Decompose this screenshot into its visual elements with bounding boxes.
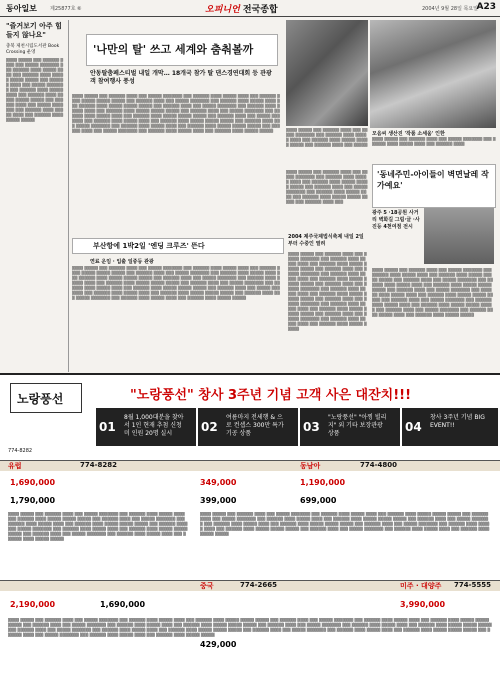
region-phone-americas: 774-5555	[454, 581, 491, 589]
section-title: 오피니언 전국종합	[205, 5, 278, 15]
middle-column-body: ▒▒▒▒ ▒▒▒▒▒ ▒▒▒ ▒▒▒▒▒▒ ▒▒▒▒ ▒▒▒ ▒▒▒▒▒ ▒▒▒▒▒▒▒ ▒▒▒ ▒▒▒▒▒▒ ▒▒▒▒ ▒▒▒▒▒ ▒▒▒▒ ▒▒▒ ▒▒▒▒▒▒ ▒▒▒▒ ▒▒▒▒▒ ▒▒▒▒▒ ▒▒▒▒▒ ▒▒▒ ▒▒▒▒▒▒ ▒▒▒▒ ▒▒▒ ▒▒▒▒▒ ▒▒▒▒▒▒▒ ▒▒▒ ▒▒▒▒▒▒ ▒▒▒▒ ▒▒▒▒▒ ▒▒▒▒ ▒▒▒ ▒▒▒▒▒▒ ▒▒▒▒ ▒▒▒▒▒ ▒▒▒▒▒ ▒▒▒▒▒ ▒▒▒ ▒▒▒▒▒▒ ▒▒▒▒ ▒▒▒	[286, 170, 368, 204]
sidebar-caption: 충북 제천시립도서관 Book Crossing 운영	[6, 44, 60, 55]
promo-band-2[interactable]: 02 여름마지 전세행 & 으로 컨셉스 300만 특가 기공 상품	[198, 408, 298, 446]
right-headline-box	[372, 164, 496, 208]
article2-body: ▒▒▒▒ ▒▒▒▒▒ ▒▒▒ ▒▒▒▒▒▒ ▒▒▒▒ ▒▒▒ ▒▒▒▒▒ ▒▒▒▒▒▒▒ ▒▒▒ ▒▒▒▒▒▒ ▒▒▒▒ ▒▒▒▒▒ ▒▒▒▒ ▒▒▒ ▒▒▒▒▒▒ ▒▒▒▒ ▒▒▒▒▒ ▒▒▒▒▒ ▒▒▒▒▒ ▒▒▒ ▒▒▒▒▒▒ ▒▒▒▒ ▒▒▒ ▒▒▒▒▒ ▒▒▒▒▒▒▒ ▒▒▒ ▒▒▒▒▒▒ ▒▒▒▒ ▒▒▒▒▒ ▒▒▒▒ ▒▒▒ ▒▒▒▒▒▒ ▒▒▒▒ ▒▒▒▒▒ ▒▒▒▒▒ ▒▒▒▒▒ ▒▒▒ ▒▒▒▒▒▒ ▒▒▒▒ ▒▒▒ ▒▒▒▒▒ ▒▒▒▒▒▒▒ ▒▒▒ ▒▒▒▒▒▒ ▒▒▒▒ ▒▒▒▒▒ ▒▒▒▒ ▒▒▒ ▒▒▒▒▒▒ ▒▒▒▒ ▒▒▒▒▒ ▒▒▒▒▒ ▒▒▒▒▒ ▒▒▒ ▒▒▒▒▒▒ ▒▒▒▒ ▒▒▒ ▒▒▒▒▒ ▒▒▒▒▒▒▒ ▒▒▒ ▒▒▒▒▒▒ ▒▒▒▒ ▒▒▒▒▒ ▒▒▒▒ ▒▒▒ ▒▒▒▒▒▒ ▒▒▒▒ ▒▒▒▒▒ ▒▒▒▒▒ ▒▒▒▒▒ ▒▒▒ ▒▒▒▒▒▒ ▒▒▒▒ ▒▒▒ ▒▒▒▒▒ ▒▒▒▒▒▒▒ ▒▒▒ ▒▒▒▒▒▒ ▒▒▒▒ ▒▒▒▒▒ ▒▒▒▒ ▒▒▒ ▒▒▒▒▒▒ ▒▒▒▒ ▒▒▒▒▒ ▒▒▒▒▒ ▒▒▒▒▒ ▒▒▒ ▒▒▒▒▒▒ ▒▒▒▒ ▒▒▒ ▒▒▒▒▒ ▒▒▒▒▒▒▒ ▒▒▒ ▒▒▒▒▒▒ ▒▒▒▒ ▒▒▒▒▒ ▒▒▒▒ ▒▒▒ ▒▒▒▒▒▒ ▒▒▒▒ ▒▒▒▒▒ ▒▒▒▒▒	[72, 266, 280, 300]
ad-slogan: "노랑풍선" 창사 3주년 기념 고객 사은 대잔치!!!	[130, 388, 412, 403]
article3-headline: 2004 제주국제법식축제 내일 2일부터 수중인 열려	[288, 234, 364, 247]
main-headline: '나만의 탈' 쓰고 세계와 춤춰볼까	[93, 43, 254, 56]
price-8: 1,690,000	[100, 600, 146, 609]
right-subhead: 광주 5 ·18공원 사거리 벽화길 그림·글 ·사진등 4천여점 전시	[372, 210, 420, 230]
region-name-americas: 미주 · 대양주	[400, 582, 442, 590]
page-number: A23	[476, 2, 496, 12]
main-subhead: 안동탈춤페스티벌 내일 개막… 18개국 참가 탈 댄스경연대회 등 관광객 참여행사 풍성	[90, 70, 272, 85]
promo-band-3[interactable]: 03 "노랑풍선" "아찡 빌리지" 외 기타 보장관광 상품	[300, 408, 400, 446]
ad-listings-left: ▒▒▒▒ ▒▒▒▒▒ ▒▒▒ ▒▒▒▒▒▒ ▒▒▒▒ ▒▒▒ ▒▒▒▒▒ ▒▒▒▒▒▒▒ ▒▒▒ ▒▒▒▒▒▒ ▒▒▒▒ ▒▒▒▒▒ ▒▒▒▒ ▒▒▒ ▒▒▒▒▒▒ ▒▒▒▒ ▒▒▒▒▒ ▒▒▒▒▒ ▒▒▒▒▒ ▒▒▒ ▒▒▒▒▒▒ ▒▒▒▒ ▒▒▒ ▒▒▒▒▒ ▒▒▒▒▒▒▒ ▒▒▒ ▒▒▒▒▒▒ ▒▒▒▒ ▒▒▒▒▒ ▒▒▒▒ ▒▒▒ ▒▒▒▒▒▒ ▒▒▒▒ ▒▒▒▒▒ ▒▒▒▒▒ ▒▒▒▒▒ ▒▒▒ ▒▒▒▒▒▒ ▒▒▒▒ ▒▒▒ ▒▒▒▒▒ ▒▒▒▒▒▒▒ ▒▒▒ ▒▒▒▒▒▒ ▒▒▒▒ ▒▒▒▒▒ ▒▒▒▒ ▒▒▒ ▒▒▒▒▒▒ ▒▒▒▒ ▒▒▒▒▒ ▒▒▒▒▒ ▒▒▒▒▒ ▒▒▒ ▒▒▒▒▒▒ ▒▒▒▒ ▒▒▒ ▒▒▒▒▒ ▒▒▒▒▒▒▒ ▒▒▒ ▒▒▒▒▒▒ ▒▒▒▒ ▒▒▒▒▒ ▒▒▒▒ ▒▒▒ ▒▒▒▒▒▒ ▒▒▒▒ ▒▒▒▒▒ ▒▒▒▒▒	[8, 512, 188, 541]
article2-subhead: 연료 운임 · 입출 일중등 관광	[90, 259, 154, 265]
region-phone-europe: 774-8282	[80, 461, 117, 469]
photo-caption-body: ▒▒▒▒ ▒▒▒▒▒ ▒▒▒ ▒▒▒▒▒▒ ▒▒▒▒ ▒▒▒ ▒▒▒▒▒ ▒▒▒▒▒▒▒ ▒▒▒ ▒▒▒▒▒▒ ▒▒▒▒ ▒▒▒▒▒ ▒▒▒▒ ▒▒▒ ▒▒▒▒▒▒ ▒▒▒▒	[372, 137, 496, 146]
price-9: 3,990,000	[400, 600, 446, 609]
brand-logo	[10, 383, 82, 413]
sidebar-quote: "즐거보기 아주 힘들지 않나요"	[6, 22, 62, 39]
promo-band-4[interactable]: 04 창사 3주년 기념 BIG EVENT!!	[402, 408, 498, 446]
region-phone-china: 774-2665	[240, 581, 277, 589]
price-5: 1,190,000	[300, 478, 346, 487]
promo-band-1[interactable]: 01 8월 1,000대분을 찾아서 1인 현재 추첨 신청 미 인원 20명 실시	[96, 408, 196, 446]
main-article-body: ▒▒▒▒ ▒▒▒▒▒ ▒▒▒ ▒▒▒▒▒▒ ▒▒▒▒ ▒▒▒ ▒▒▒▒▒ ▒▒▒▒▒▒▒ ▒▒▒ ▒▒▒▒▒▒ ▒▒▒▒ ▒▒▒▒▒ ▒▒▒▒ ▒▒▒ ▒▒▒▒▒▒ ▒▒▒▒ ▒▒▒▒▒ ▒▒▒▒▒ ▒▒▒▒▒ ▒▒▒ ▒▒▒▒▒▒ ▒▒▒▒ ▒▒▒ ▒▒▒▒▒ ▒▒▒▒▒▒▒ ▒▒▒ ▒▒▒▒▒▒ ▒▒▒▒ ▒▒▒▒▒ ▒▒▒▒ ▒▒▒ ▒▒▒▒▒▒ ▒▒▒▒ ▒▒▒▒▒ ▒▒▒▒▒ ▒▒▒▒▒ ▒▒▒ ▒▒▒▒▒▒ ▒▒▒▒ ▒▒▒ ▒▒▒▒▒ ▒▒▒▒▒▒▒ ▒▒▒ ▒▒▒▒▒▒ ▒▒▒▒ ▒▒▒▒▒ ▒▒▒▒ ▒▒▒ ▒▒▒▒▒▒ ▒▒▒▒ ▒▒▒▒▒ ▒▒▒▒▒ ▒▒▒▒▒ ▒▒▒ ▒▒▒▒▒▒ ▒▒▒▒ ▒▒▒ ▒▒▒▒▒ ▒▒▒▒▒▒▒ ▒▒▒ ▒▒▒▒▒▒ ▒▒▒▒ ▒▒▒▒▒ ▒▒▒▒ ▒▒▒ ▒▒▒▒▒▒ ▒▒▒▒ ▒▒▒▒▒ ▒▒▒▒▒ ▒▒▒▒▒ ▒▒▒ ▒▒▒▒▒▒ ▒▒▒▒ ▒▒▒ ▒▒▒▒▒ ▒▒▒▒▒▒▒ ▒▒▒ ▒▒▒▒▒▒ ▒▒▒▒ ▒▒▒▒▒ ▒▒▒▒ ▒▒▒ ▒▒▒▒▒▒ ▒▒▒▒ ▒▒▒▒▒ ▒▒▒▒▒ ▒▒▒▒▒ ▒▒▒ ▒▒▒▒▒▒ ▒▒▒▒ ▒▒▒ ▒▒▒▒▒ ▒▒▒▒▒▒▒ ▒▒▒ ▒▒▒▒▒▒ ▒▒▒▒ ▒▒▒▒▒ ▒▒▒▒ ▒▒▒ ▒▒▒▒▒▒ ▒▒▒▒ ▒▒▒▒▒ ▒▒▒▒▒ ▒▒▒▒▒ ▒▒▒ ▒▒▒▒▒▒ ▒▒▒▒ ▒▒▒ ▒▒▒▒▒ ▒▒▒▒▒▒▒ ▒▒▒ ▒▒▒▒▒▒ ▒▒▒▒ ▒▒▒▒▒ ▒▒▒▒ ▒▒▒ ▒▒▒▒▒▒ ▒▒▒▒ ▒▒▒▒▒ ▒▒▒▒▒	[72, 94, 280, 133]
price-6: 699,000	[300, 496, 337, 505]
photo-caption: 모음씨 생산진 '작품 소세움' 인한	[372, 131, 445, 137]
article2-headline: 부산항에 1박2일 '엔딩 크루즈' 뜬다	[93, 242, 205, 250]
region-phone-asia: 774-4800	[360, 461, 397, 469]
page-header	[0, 0, 500, 17]
festival-photo	[286, 20, 368, 126]
main-headline-box	[86, 34, 278, 66]
right-headline: '동네주민-아이들이 벽면날레 작가예요'	[377, 170, 489, 190]
price-4: 399,000	[200, 496, 237, 505]
sidebar-column	[4, 20, 69, 372]
main-phone: 774-8282	[8, 448, 33, 454]
article3-body: ▒▒▒▒ ▒▒▒▒▒ ▒▒▒ ▒▒▒▒▒▒ ▒▒▒▒ ▒▒▒ ▒▒▒▒▒ ▒▒▒▒▒▒▒ ▒▒▒ ▒▒▒▒▒▒ ▒▒▒▒ ▒▒▒▒▒ ▒▒▒▒ ▒▒▒ ▒▒▒▒▒▒ ▒▒▒▒ ▒▒▒▒▒ ▒▒▒▒▒ ▒▒▒▒▒ ▒▒▒ ▒▒▒▒▒▒ ▒▒▒▒ ▒▒▒ ▒▒▒▒▒ ▒▒▒▒▒▒▒ ▒▒▒ ▒▒▒▒▒▒ ▒▒▒▒ ▒▒▒▒▒ ▒▒▒▒ ▒▒▒ ▒▒▒▒▒▒ ▒▒▒▒ ▒▒▒▒▒ ▒▒▒▒▒ ▒▒▒▒▒ ▒▒▒ ▒▒▒▒▒▒ ▒▒▒▒ ▒▒▒ ▒▒▒▒▒ ▒▒▒▒▒▒▒ ▒▒▒ ▒▒▒▒▒▒ ▒▒▒▒ ▒▒▒▒▒ ▒▒▒▒ ▒▒▒ ▒▒▒▒▒▒ ▒▒▒▒ ▒▒▒▒▒ ▒▒▒▒▒ ▒▒▒▒▒ ▒▒▒ ▒▒▒▒▒▒ ▒▒▒▒ ▒▒▒ ▒▒▒▒▒ ▒▒▒▒▒▒▒ ▒▒▒ ▒▒▒▒▒▒ ▒▒▒▒ ▒▒▒▒▒ ▒▒▒▒ ▒▒▒ ▒▒▒▒▒▒ ▒▒▒▒ ▒▒▒▒▒ ▒▒▒▒▒ ▒▒▒▒▒ ▒▒▒ ▒▒▒▒▒▒ ▒▒▒▒ ▒▒▒ ▒▒▒▒▒ ▒▒▒▒▒▒▒ ▒▒▒ ▒▒▒▒▒▒ ▒▒▒▒ ▒▒▒▒▒ ▒▒▒▒ ▒▒▒ ▒▒▒▒▒▒ ▒▒▒▒ ▒▒▒▒▒ ▒▒▒▒▒	[288, 252, 367, 331]
price-1: 1,690,000	[10, 478, 56, 487]
region-name-asia: 동남아	[300, 462, 321, 470]
region-name-china: 중국	[200, 582, 214, 590]
festival-photo-caption: ▒▒▒▒ ▒▒▒▒▒ ▒▒▒ ▒▒▒▒▒▒ ▒▒▒▒ ▒▒▒ ▒▒▒▒▒ ▒▒▒▒▒▒▒ ▒▒▒ ▒▒▒▒▒▒ ▒▒▒▒ ▒▒▒▒▒ ▒▒▒▒ ▒▒▒ ▒▒▒▒▒▒ ▒▒▒▒ ▒▒▒▒▒ ▒▒▒▒▒ ▒▒▒▒▒ ▒▒▒ ▒▒▒▒▒▒ ▒▒▒▒ ▒▒▒ ▒▒▒▒▒	[286, 128, 368, 147]
issue-date: 2004년 9월 28일 목요일	[421, 6, 478, 12]
issue-number: 제25877호 ⑥	[50, 6, 82, 12]
brand-name: 노랑풍선	[17, 392, 64, 406]
price-10: 429,000	[200, 640, 237, 649]
article2-headline-box	[72, 238, 284, 254]
publication-name: 동아일보	[6, 4, 37, 13]
right-article-body: ▒▒▒▒ ▒▒▒▒▒ ▒▒▒ ▒▒▒▒▒▒ ▒▒▒▒ ▒▒▒ ▒▒▒▒▒ ▒▒▒▒▒▒▒ ▒▒▒ ▒▒▒▒▒▒ ▒▒▒▒ ▒▒▒▒▒ ▒▒▒▒ ▒▒▒ ▒▒▒▒▒▒ ▒▒▒▒ ▒▒▒▒▒ ▒▒▒▒▒ ▒▒▒▒▒ ▒▒▒ ▒▒▒▒▒▒ ▒▒▒▒ ▒▒▒ ▒▒▒▒▒ ▒▒▒▒▒▒▒ ▒▒▒ ▒▒▒▒▒▒ ▒▒▒▒ ▒▒▒▒▒ ▒▒▒▒ ▒▒▒ ▒▒▒▒▒▒ ▒▒▒▒ ▒▒▒▒▒ ▒▒▒▒▒ ▒▒▒▒▒ ▒▒▒ ▒▒▒▒▒▒ ▒▒▒▒ ▒▒▒ ▒▒▒▒▒ ▒▒▒▒▒▒▒ ▒▒▒ ▒▒▒▒▒▒ ▒▒▒▒ ▒▒▒▒▒ ▒▒▒▒ ▒▒▒ ▒▒▒▒▒▒ ▒▒▒▒ ▒▒▒▒▒ ▒▒▒▒▒ ▒▒▒▒▒ ▒▒▒ ▒▒▒▒▒▒ ▒▒▒▒ ▒▒▒ ▒▒▒▒▒ ▒▒▒▒▒▒▒ ▒▒▒ ▒▒▒▒▒▒ ▒▒▒▒ ▒▒▒▒▒ ▒▒▒▒ ▒▒▒ ▒▒▒▒▒▒ ▒▒▒▒ ▒▒▒▒▒ ▒▒▒▒▒ ▒▒▒▒▒ ▒▒▒ ▒▒▒▒▒▒ ▒▒▒▒ ▒▒▒ ▒▒▒▒▒ ▒▒▒▒▒▒▒ ▒▒▒ ▒▒▒▒▒▒ ▒▒▒▒ ▒▒▒▒▒ ▒▒▒▒ ▒▒▒ ▒▒▒▒▒▒ ▒▒▒▒ ▒▒▒▒▒ ▒▒▒▒▒	[372, 268, 493, 317]
livestock-photo	[370, 20, 496, 128]
mural-photo	[424, 208, 494, 264]
ad-contact	[8, 448, 88, 455]
region-row-europe	[0, 460, 500, 471]
ad-listings-bottom: ▒▒▒▒ ▒▒▒▒▒ ▒▒▒ ▒▒▒▒▒▒ ▒▒▒▒ ▒▒▒ ▒▒▒▒▒ ▒▒▒▒▒▒▒ ▒▒▒ ▒▒▒▒▒▒ ▒▒▒▒ ▒▒▒▒▒ ▒▒▒▒ ▒▒▒ ▒▒▒▒▒▒ ▒▒▒▒ ▒▒▒▒▒ ▒▒▒▒▒ ▒▒▒▒▒ ▒▒▒ ▒▒▒▒▒▒ ▒▒▒▒ ▒▒▒ ▒▒▒▒▒ ▒▒▒▒▒▒▒ ▒▒▒ ▒▒▒▒▒▒ ▒▒▒▒ ▒▒▒▒▒ ▒▒▒▒ ▒▒▒ ▒▒▒▒▒▒ ▒▒▒▒ ▒▒▒▒▒ ▒▒▒▒▒ ▒▒▒▒▒ ▒▒▒ ▒▒▒▒▒▒ ▒▒▒▒ ▒▒▒ ▒▒▒▒▒ ▒▒▒▒▒▒▒ ▒▒▒ ▒▒▒▒▒▒ ▒▒▒▒ ▒▒▒▒▒ ▒▒▒▒ ▒▒▒ ▒▒▒▒▒▒ ▒▒▒▒ ▒▒▒▒▒ ▒▒▒▒▒ ▒▒▒▒▒ ▒▒▒ ▒▒▒▒▒▒ ▒▒▒▒ ▒▒▒ ▒▒▒▒▒ ▒▒▒▒▒▒▒ ▒▒▒ ▒▒▒▒▒▒ ▒▒▒▒ ▒▒▒▒▒ ▒▒▒▒ ▒▒▒ ▒▒▒▒▒▒ ▒▒▒▒ ▒▒▒▒▒ ▒▒▒▒▒ ▒▒▒▒▒ ▒▒▒ ▒▒▒▒▒▒ ▒▒▒▒ ▒▒▒ ▒▒▒▒▒ ▒▒▒▒▒▒▒ ▒▒▒ ▒▒▒▒▒▒ ▒▒▒▒ ▒▒▒▒▒ ▒▒▒▒ ▒▒▒ ▒▒▒▒▒▒ ▒▒▒▒ ▒▒▒▒▒ ▒▒▒▒▒ ▒▒▒▒▒ ▒▒▒ ▒▒▒▒▒▒ ▒▒▒▒ ▒▒▒ ▒▒▒▒▒ ▒▒▒▒▒▒▒ ▒▒▒ ▒▒▒▒▒▒ ▒▒▒▒ ▒▒▒▒▒ ▒▒▒▒ ▒▒▒ ▒▒▒▒▒▒ ▒▒▒▒ ▒▒▒▒▒ ▒▒▒▒▒ ▒▒▒▒▒ ▒▒▒ ▒▒▒▒▒▒ ▒▒▒▒ ▒▒▒ ▒▒▒▒▒ ▒▒▒▒▒▒▒ ▒▒▒ ▒▒▒▒▒▒ ▒▒▒▒ ▒▒▒▒▒ ▒▒▒▒ ▒▒▒ ▒▒▒▒▒▒ ▒▒▒▒ ▒▒▒▒▒ ▒▒▒▒▒	[8, 618, 492, 637]
price-7: 2,190,000	[10, 600, 56, 609]
ad-listings-right: ▒▒▒▒ ▒▒▒▒▒ ▒▒▒ ▒▒▒▒▒▒ ▒▒▒▒ ▒▒▒ ▒▒▒▒▒ ▒▒▒▒▒▒▒ ▒▒▒ ▒▒▒▒▒▒ ▒▒▒▒ ▒▒▒▒▒ ▒▒▒▒ ▒▒▒ ▒▒▒▒▒▒ ▒▒▒▒ ▒▒▒▒▒ ▒▒▒▒▒ ▒▒▒▒▒ ▒▒▒ ▒▒▒▒▒▒ ▒▒▒▒ ▒▒▒ ▒▒▒▒▒ ▒▒▒▒▒▒▒ ▒▒▒ ▒▒▒▒▒▒ ▒▒▒▒ ▒▒▒▒▒ ▒▒▒▒ ▒▒▒ ▒▒▒▒▒▒ ▒▒▒▒ ▒▒▒▒▒ ▒▒▒▒▒ ▒▒▒▒▒ ▒▒▒ ▒▒▒▒▒▒ ▒▒▒▒ ▒▒▒ ▒▒▒▒▒ ▒▒▒▒▒▒▒ ▒▒▒ ▒▒▒▒▒▒ ▒▒▒▒ ▒▒▒▒▒ ▒▒▒▒ ▒▒▒ ▒▒▒▒▒▒ ▒▒▒▒ ▒▒▒▒▒ ▒▒▒▒▒ ▒▒▒▒▒ ▒▒▒ ▒▒▒▒▒▒ ▒▒▒▒ ▒▒▒ ▒▒▒▒▒ ▒▒▒▒▒▒▒ ▒▒▒ ▒▒▒▒▒▒ ▒▒▒▒ ▒▒▒▒▒ ▒▒▒▒ ▒▒▒ ▒▒▒▒▒▒ ▒▒▒▒ ▒▒▒▒▒ ▒▒▒▒▒ ▒▒▒▒▒ ▒▒▒ ▒▒▒▒▒▒ ▒▒▒▒ ▒▒▒ ▒▒▒▒▒ ▒▒▒▒▒▒▒ ▒▒▒ ▒▒▒▒▒▒ ▒▒▒▒ ▒▒▒▒▒ ▒▒▒▒ ▒▒▒ ▒▒▒▒▒▒ ▒▒▒▒ ▒▒▒▒▒ ▒▒▒▒▒	[200, 512, 490, 536]
price-3: 349,000	[200, 478, 237, 487]
price-2: 1,790,000	[10, 496, 56, 505]
region-name-europe: 유럽	[8, 462, 22, 470]
sidebar-body: ▒▒▒▒ ▒▒▒▒▒ ▒▒▒ ▒▒▒▒▒▒ ▒▒▒▒ ▒▒▒ ▒▒▒▒▒ ▒▒▒▒▒▒▒ ▒▒▒ ▒▒▒▒▒▒ ▒▒▒▒ ▒▒▒▒▒ ▒▒▒▒ ▒▒▒ ▒▒▒▒▒▒ ▒▒▒▒ ▒▒▒▒▒ ▒▒▒▒▒ ▒▒▒▒▒ ▒▒▒ ▒▒▒▒▒▒ ▒▒▒▒ ▒▒▒ ▒▒▒▒▒ ▒▒▒▒▒▒▒ ▒▒▒ ▒▒▒▒▒▒ ▒▒▒▒ ▒▒▒▒▒ ▒▒▒▒ ▒▒▒ ▒▒▒▒▒▒ ▒▒▒▒ ▒▒▒▒▒ ▒▒▒▒▒ ▒▒▒▒▒ ▒▒▒ ▒▒▒▒▒▒ ▒▒▒▒ ▒▒▒ ▒▒▒▒▒ ▒▒▒▒▒▒▒ ▒▒▒ ▒▒▒▒▒▒ ▒▒▒▒ ▒▒▒▒▒ ▒▒▒▒ ▒▒▒ ▒▒▒▒▒▒ ▒▒▒▒ ▒▒▒▒▒ ▒▒▒▒▒	[6, 58, 64, 122]
